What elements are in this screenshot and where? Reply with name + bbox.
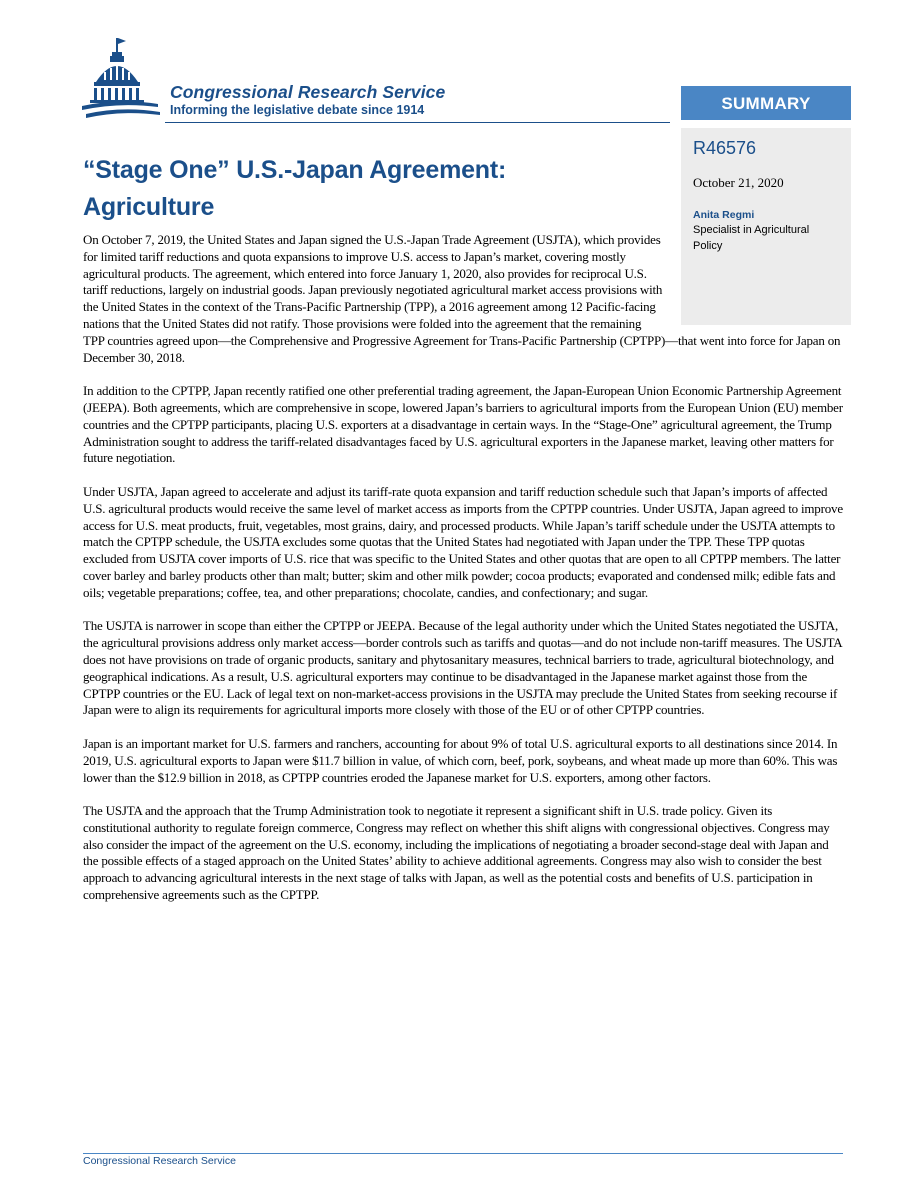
footer-divider [83,1153,843,1154]
report-number: R46576 [693,138,757,158]
author-name: Anita Regmi [693,209,755,221]
org-tagline: Informing the legislative debate since 1914 [170,103,425,117]
title-line-1: “Stage One” U.S.-Japan Agreement: [83,156,507,184]
paragraph: Under USJTA, Japan agreed to accelerate and adjust its tariff-rate quota expansion and tariff reduction schedule such that Japan’s imports of affected U.S. agricultural products would receive the same level of market access as imports from the CPTPP countries. Under USJTA, Japan agreed to improve access for U.S. meat products, fruit, vegetables, most grains, dairy, and processed products. While Japan’s tariff schedule under the USJTA attempts to match the CPTPP schedule, the USJTA excludes some quotas that the United States had negotiated with Japan under the TPP. These TPP quotas excluded from USJTA cover imports of U.S. rice that was specific to the United States and other quotas that are open to all CPTPP members. The latter cover barley and barley products other than malt; butter; skim and other milk powder; cocoa products; evaporated and condensed milk; edible fats and oils; vegetable preparations; coffee, tea, and other preparations; chocolate, candies, and confectionary; and sugar. [83,483,843,600]
paragraph: Japan is an important market for U.S. farmers and ranchers, accounting for about 9% of total U.S. agricultural exports to all destinations since 2014. In 2019, U.S. agricultural exports to Japan were $11.7 billion in value, of which corn, beef, pork, soybeans, and wheat made up more than 60%. This was lower than the $12.9 billion in 2018, as CPTPP countries eroded the Japanese market for U.S. exporters, among other factors. [83,735,838,785]
sidebar-clearance [663,232,843,324]
summary-body [83,232,843,921]
summary-tab: SUMMARY [681,86,851,120]
header-divider [165,122,670,123]
title-line-2: Agriculture [83,193,215,221]
page-title [83,152,643,226]
org-name: Congressional Research Service [170,82,446,102]
crs-logo [80,36,680,126]
capitol-dome-icon [80,36,160,122]
report-date: October 21, 2020 [693,175,784,190]
footer-org-name: Congressional Research Service [83,1155,236,1167]
paragraph: The USJTA and the approach that the Trump Administration took to negotiate it represent a significant shift in U.S. trade policy. Given its constitutional authority to regulate foreign commerce, Congress may reflect on whether this shift aligns with congressional objectives. Congress may also consider the impact of the agreement on the U.S. economy, including the implications of negotiating a broader second-stage deal with Japan and the possible effects of a staged approach on the United States’ ability to achieve additional agreements. Congress may also wish to consider the best approach to advancing agricultural interests in the next stage of talks with Japan, as well as the potential costs and benefits of U.S. participation in comprehensive agreements such as the CPTPP. [83,803,830,903]
author-title: Specialist in Agricultural Policy [693,224,810,252]
paragraph: The USJTA is narrower in scope than either the CPTPP or JEEPA. Because of the legal authority under which the United States negotiated the USJTA, the agricultural provisions address only market access—border controls such as tariffs and quotas—and do not include non-tariff measures. The USJTA does not have provisions on trade of organic products, sanitary and phytosanitary measures, technical barriers to trade, agricultural biotechnology, and geographical indications. As a result, U.S. agricultural exporters may continue to be disadvantaged in the Japanese market against those from the CPTPP countries or the EU. Lack of legal text on non-market-access provisions in the USJTA may preclude the United States from seeking recourse if Japan were to align its requirements for agricultural imports more closely with those of the EU or of other CPTPP countries. [83,618,842,718]
paragraph: On October 7, 2019, the United States and Japan signed the U.S.-Japan Trade Agreement (USJTA), which provides for limited tariff reductions and quota expansions to improve U.S. access to Japan’s market, covering mostly agricultural products. The agreement, which entered into force January 1, 2020, also provides for reciprocal U.S. tariff reductions, largely on industrial goods. Japan previously negotiated agricultural market access provisions with the United States in the context of the Trans-Pacific Partnership (TPP), a 2016 agreement among 12 Pacific-facing nations that the United States did not ratify. Those provisions were folded into the agreement that the remaining TPP countries agreed upon—the Comprehensive and Progressive Agreement for Trans-Pacific Partnership (CPTPP)—that went into force for Japan on December 30, 2018. [83,232,841,365]
paragraph: In addition to the CPTPP, Japan recently ratified one other preferential trading agreement, the Japan-European Union Economic Partnership Agreement (JEEPA). Both agreements, which are comprehensive in scope, lowered Japan’s barriers to agricultural imports from the European Union (EU) member countries and the CPTPP participants, placing U.S. exporters at a disadvantage in certain ways. In the “Stage-One” agricultural agreement, the Trump Administration sought to address the tariff-related disadvantages faced by U.S. agricultural exporters in the Japanese market, leaving other matters for future negotiation. [83,383,843,466]
